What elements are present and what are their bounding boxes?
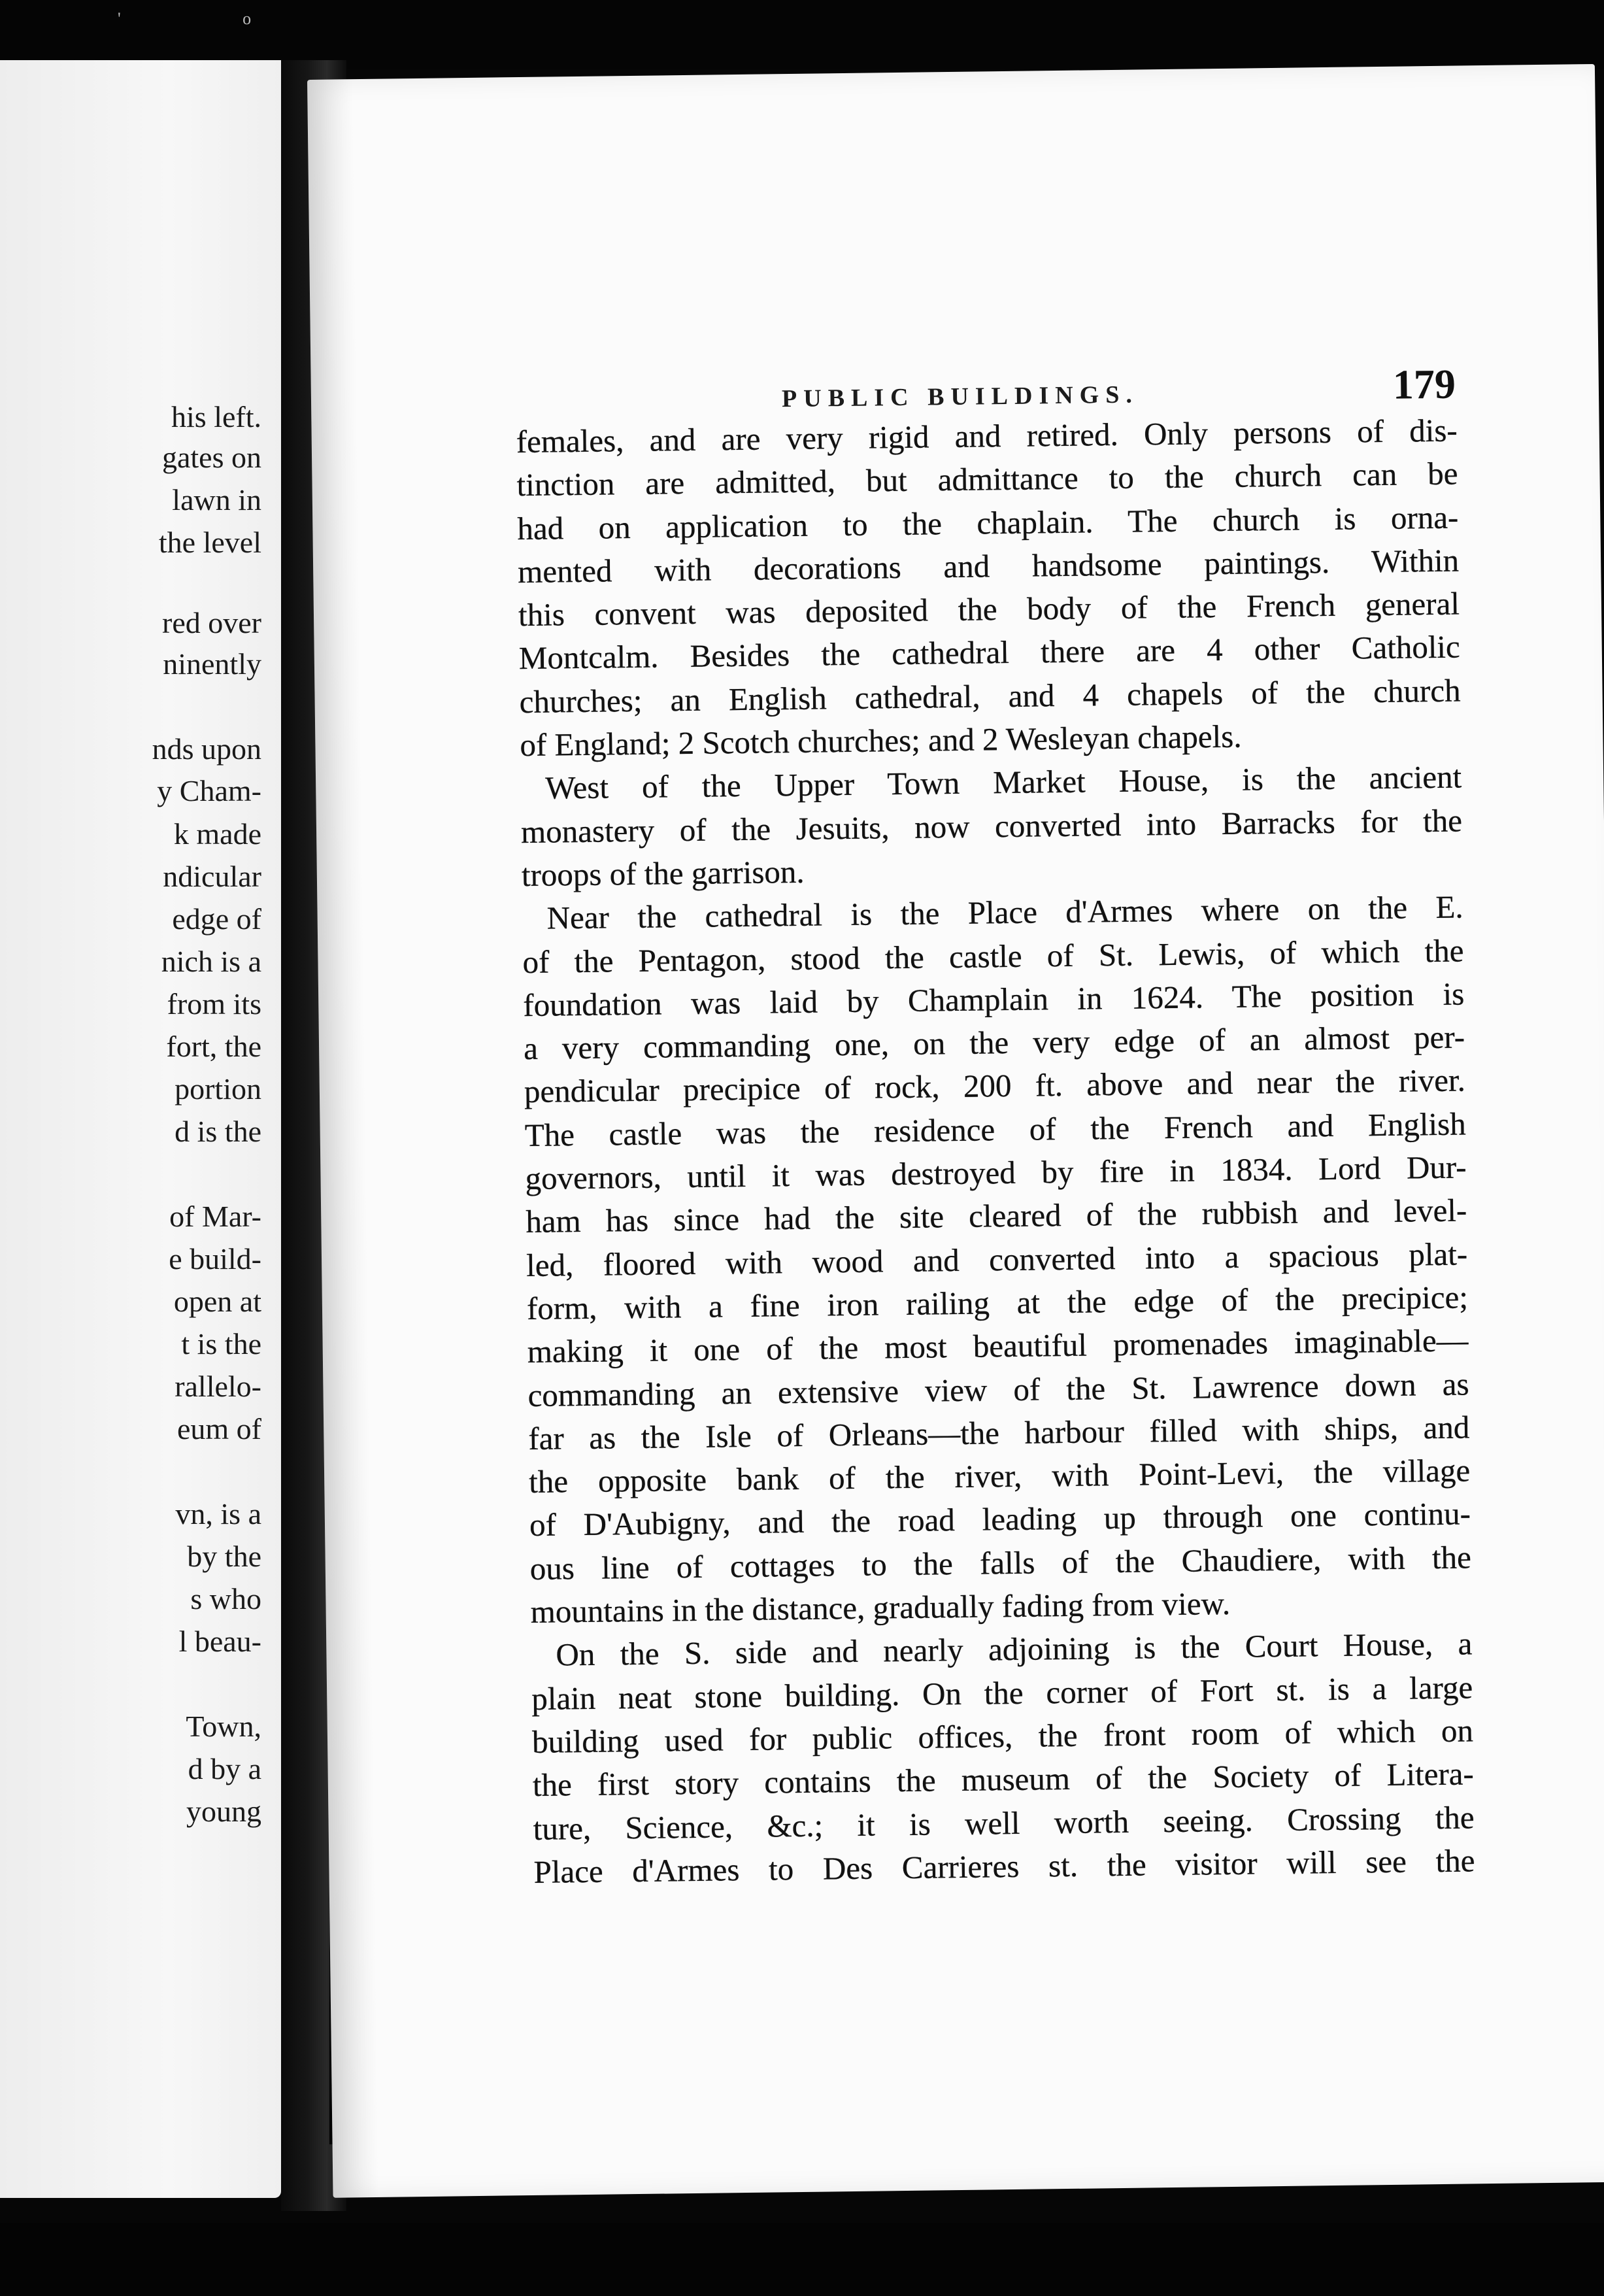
- left-page-line: ndicular: [163, 860, 261, 893]
- text-line: had on application to the chaplain. The church is orna-: [517, 499, 1459, 547]
- scan-top-border: [0, 0, 1604, 69]
- left-page-line: d is the: [175, 1115, 261, 1148]
- text-line: of the Pentagon, stood the castle of St. Lewis, of which the: [522, 932, 1464, 980]
- left-page-line: nds upon: [152, 732, 261, 766]
- left-page-line: open at: [173, 1285, 261, 1318]
- text-line: a very commanding one, on the very edge of an almost per-: [523, 1019, 1465, 1067]
- text-line: On the S. side and nearly adjoining is the Court House, a: [556, 1625, 1473, 1673]
- text-line: plain neat stone building. On the corner of Fort st. is a large: [531, 1669, 1473, 1717]
- text-line: led, floored with wood and converted into a spacious plat-: [526, 1236, 1468, 1283]
- text-line: foundation was laid by Champlain in 1624. The position is: [522, 975, 1465, 1023]
- body-text: [516, 409, 1475, 1895]
- text-line: making it one of the most beautiful promenades imaginable—: [527, 1322, 1469, 1370]
- text-line: the opposite bank of the river, with Point-Levi, the village: [528, 1452, 1471, 1500]
- text-line: pendicular precipice of rock, 200 ft. above and near the river.: [524, 1062, 1466, 1110]
- text-line: Place d'Armes to Des Carrieres st. the visitor will see the: [533, 1842, 1475, 1890]
- left-page-line: lawn in: [172, 483, 261, 516]
- left-page-line: rallelo-: [175, 1370, 261, 1403]
- right-page: [307, 64, 1604, 2198]
- left-page-line: fort, the: [166, 1030, 261, 1063]
- text-line: tinction are admitted, but admittance to the church can be: [516, 455, 1458, 503]
- left-page-line: from its: [167, 987, 261, 1021]
- left-page-line: e build-: [169, 1242, 261, 1275]
- left-page-line: by the: [187, 1540, 261, 1573]
- scan-marks: ' o: [118, 9, 310, 28]
- text-line: commanding an extensive view of the St. Lawrence down as: [527, 1365, 1469, 1413]
- text-line: Near the cathedral is the Place d'Armes where on the E.: [546, 888, 1463, 936]
- text-line: West of the Upper Town Market House, is the ancient: [544, 758, 1462, 807]
- left-page-line: t is the: [181, 1327, 261, 1360]
- text-line: churches; an English cathedral, and 4 chapels of the church: [519, 672, 1461, 720]
- text-line: the first story contains the museum of the Society of Litera-: [532, 1755, 1475, 1804]
- left-page-line: of Mar-: [169, 1200, 261, 1233]
- left-page-line: the level: [158, 526, 261, 559]
- left-page-line: vn, is a: [175, 1497, 261, 1530]
- text-line: form, with a fine iron railing at the edge of the precipice;: [526, 1279, 1469, 1326]
- text-line: ture, Science, &c.; it is well worth seeing. Crossing the: [533, 1798, 1475, 1847]
- left-page-line: red over: [162, 606, 261, 639]
- left-page-line: l beau-: [178, 1625, 261, 1658]
- text-line: females, and are very rigid and retired. Only persons of dis-: [516, 412, 1458, 460]
- text-line: building used for public offices, the front room of which on: [531, 1712, 1474, 1760]
- text-line: governors, until it was destroyed by fire in 1834. Lord Dur-: [525, 1149, 1467, 1197]
- left-page-line: young: [186, 1795, 261, 1828]
- left-page-line: edge of: [172, 902, 261, 936]
- text-line: monastery of the Jesuits, now converted into Barracks for the: [520, 802, 1463, 850]
- left-page-line: nich is a: [161, 945, 261, 978]
- text-line: far as the Isle of Orleans—the harbour filled with ships, and: [528, 1409, 1470, 1457]
- text-line: ham has since had the site cleared of the rubbish and level-: [526, 1192, 1467, 1240]
- left-page-line: Town,: [186, 1710, 261, 1743]
- running-head: PUBLIC BUILDINGS.: [781, 380, 1139, 413]
- left-page-line: portion: [175, 1072, 261, 1106]
- text-line: of England; 2 Scotch churches; and 2 Wesleyan chapels.: [520, 718, 1242, 764]
- left-page-line: s who: [190, 1582, 261, 1615]
- left-page: [0, 60, 281, 2198]
- text-line: troops of the garrison.: [521, 853, 805, 894]
- text-line: this convent was deposited the body of the French general: [518, 585, 1460, 633]
- left-page-line: his left.: [171, 400, 261, 433]
- text-line: mountains in the distance, gradually fading from view.: [530, 1585, 1231, 1630]
- text-line: Montcalm. Besides the cathedral there are 4 other Catholic: [518, 629, 1461, 677]
- scan-bottom-border: [0, 2223, 1604, 2296]
- left-page-line: d by a: [188, 1752, 261, 1785]
- left-page-line: gates on: [161, 441, 261, 474]
- left-page-line: k made: [173, 817, 261, 851]
- text-line: ous line of cottages to the falls of the Chaudiere, with the: [529, 1539, 1472, 1587]
- left-page-line: ninently: [163, 647, 261, 681]
- left-page-line: eum of: [176, 1412, 261, 1445]
- left-page-line: y Cham-: [157, 774, 261, 807]
- text-line: of D'Aubigny, and the road leading up through one continu-: [529, 1495, 1471, 1544]
- text-line: The castle was the residence of the French and English: [524, 1106, 1466, 1153]
- page-number: 179: [1392, 360, 1456, 408]
- text-line: mented with decorations and handsome paintings. Within: [517, 542, 1460, 590]
